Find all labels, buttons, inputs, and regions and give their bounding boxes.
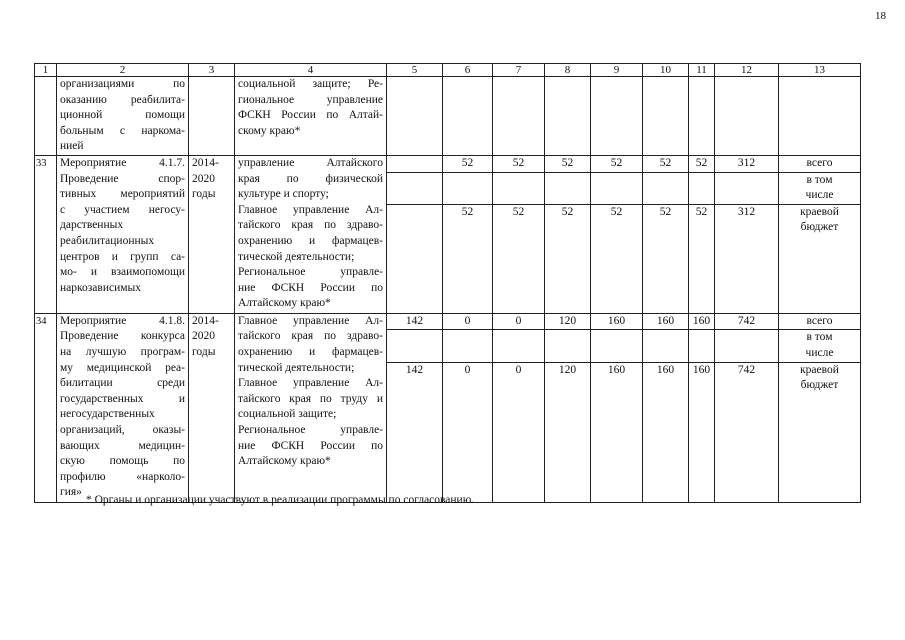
activity-name-cell: Мероприятие 4.1.7. Проведение спор- тивных мероприятий с участием негосу- дарственных реабилитационных центров и групп са- мо- и взаимопомощи наркозависимых [57, 155, 189, 313]
value-cell: 52 [443, 204, 493, 313]
header-cell: 6 [443, 64, 493, 77]
header-cell: 3 [189, 64, 235, 77]
value-cell: 52 [591, 155, 643, 172]
period-cell: 2014- 2020 годы [189, 313, 235, 502]
value-cell: 160 [643, 362, 689, 502]
header-cell: 4 [235, 64, 387, 77]
value-cell: 52 [545, 155, 591, 172]
value-cell: 160 [643, 313, 689, 330]
page-number: 18 [875, 10, 886, 22]
header-cell: 2 [57, 64, 189, 77]
header-cell: 11 [689, 64, 715, 77]
footnote: * Органы и организации участвуют в реализации программы по согласованию. [86, 494, 475, 506]
value-cell: 742 [715, 313, 779, 330]
funding-label: краевой бюджет [779, 204, 861, 313]
program-table [34, 63, 861, 503]
value-cell: 0 [443, 362, 493, 502]
funding-label: всего [779, 313, 861, 330]
header-cell: 13 [779, 64, 861, 77]
value-cell: 160 [591, 362, 643, 502]
value-cell: 52 [545, 204, 591, 313]
value-cell [387, 155, 443, 172]
value-cell: 52 [591, 204, 643, 313]
activity-name-cell: Мероприятие 4.1.8. Проведение конкурса на лучшую програм- му медицинской реа- билитации среди государственных и негосударственных организаций, оказы- вающих медицин- скую помощь по профилю «нарколо- гия» [57, 313, 189, 502]
value-cell: 160 [689, 313, 715, 330]
row-number: 34 [35, 313, 57, 502]
value-cell: 52 [689, 155, 715, 172]
value-cell: 52 [643, 204, 689, 313]
value-cell: 312 [715, 155, 779, 172]
value-cell: 52 [493, 204, 545, 313]
funding-label: в том числе [779, 330, 861, 362]
value-cell: 52 [493, 155, 545, 172]
row-number: 33 [35, 155, 57, 313]
table-row [35, 155, 861, 172]
value-cell: 142 [387, 362, 443, 502]
continuation-name-cell: организациями по оказанию реабилита- ционной помощи больным с наркома- нией [57, 77, 189, 156]
value-cell: 0 [493, 313, 545, 330]
header-cell: 1 [35, 64, 57, 77]
value-cell: 52 [443, 155, 493, 172]
value-cell: 120 [545, 362, 591, 502]
value-cell: 120 [545, 313, 591, 330]
header-cell: 12 [715, 64, 779, 77]
value-cell [387, 204, 443, 313]
header-cell: 5 [387, 64, 443, 77]
executor-cell: Главное управление Ал- тайского края по здраво- охранению и фармацев- тической деятельности; Главное управление Ал- тайского края по труду и социальной защите; Региональное управле- ние ФСКН России по Алтайскому краю* [235, 313, 387, 502]
value-cell: 160 [591, 313, 643, 330]
period-cell: 2014- 2020 годы [189, 155, 235, 313]
funding-label: краевой бюджет [779, 362, 861, 502]
funding-label: всего [779, 155, 861, 172]
executor-cell: управление Алтайского края по физической культуре и спорту; Главное управление Ал- тайского края по здраво- охранению и фармацев- тической деятельности; Региональное управле- ние ФСКН России по Алтайскому краю* [235, 155, 387, 313]
header-cell: 8 [545, 64, 591, 77]
table-row [35, 77, 861, 156]
value-cell: 312 [715, 204, 779, 313]
continuation-executor-cell: социальной защите; Ре- гиональное управление ФСКН России по Алтай- скому краю* [235, 77, 387, 156]
value-cell: 52 [643, 155, 689, 172]
value-cell: 0 [443, 313, 493, 330]
value-cell: 0 [493, 362, 545, 502]
funding-label: в том числе [779, 172, 861, 204]
header-row [35, 64, 861, 77]
header-cell: 9 [591, 64, 643, 77]
header-cell: 7 [493, 64, 545, 77]
table-row [35, 313, 861, 330]
value-cell: 52 [689, 204, 715, 313]
header-cell: 10 [643, 64, 689, 77]
value-cell: 742 [715, 362, 779, 502]
value-cell: 160 [689, 362, 715, 502]
value-cell: 142 [387, 313, 443, 330]
